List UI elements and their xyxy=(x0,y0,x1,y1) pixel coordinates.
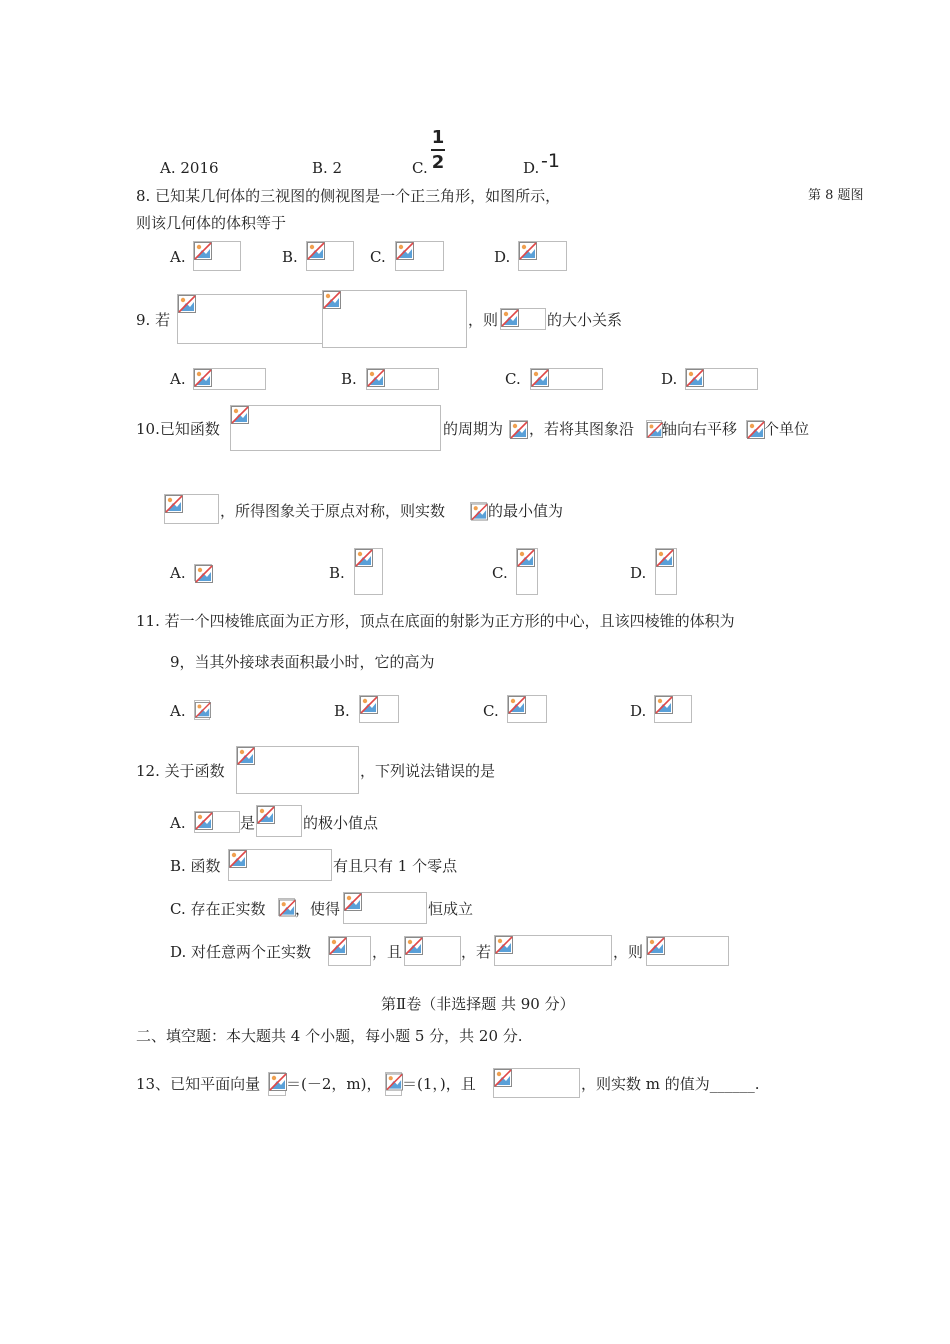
broken-image-icon xyxy=(495,936,513,954)
broken-image-icon xyxy=(647,937,665,955)
formula-image xyxy=(306,241,354,271)
q12-option-c-suffix: 恒成立 xyxy=(428,900,474,918)
formula-image xyxy=(518,241,567,271)
formula-image xyxy=(404,936,461,966)
formula-image xyxy=(193,241,241,271)
q7-option-b: B. 2 xyxy=(312,159,343,177)
q7-option-d-value: -1 xyxy=(541,150,560,172)
q9-option-d: D. xyxy=(661,370,678,388)
formula-image xyxy=(354,548,383,595)
q9-stem-prefix: 9. 若 xyxy=(136,311,171,329)
broken-image-icon xyxy=(405,937,423,955)
q9-option-a: A. xyxy=(170,370,186,388)
formula-image xyxy=(256,805,302,837)
q10-option-d: D. xyxy=(630,564,647,582)
q13-vector-b-value: ＝(1，)，且 xyxy=(402,1075,476,1093)
broken-image-icon xyxy=(367,369,385,387)
broken-image-icon xyxy=(165,495,183,513)
formula-image xyxy=(654,695,692,723)
formula-image xyxy=(470,502,487,520)
broken-image-icon xyxy=(279,899,296,917)
formula-image xyxy=(685,368,758,390)
formula-image xyxy=(366,368,439,390)
broken-image-icon xyxy=(747,421,765,439)
broken-image-icon xyxy=(360,696,378,714)
q10-stem-line2-end: 的最小值为 xyxy=(488,502,564,520)
broken-image-icon xyxy=(195,565,213,583)
formula-image xyxy=(164,494,219,524)
q12-option-d-prefix: D. 对任意两个正实数 xyxy=(170,943,312,961)
q10-stem-line2: ，所得图象关于原点对称，则实数 xyxy=(220,502,446,520)
formula-image xyxy=(194,564,212,581)
q12-stem-prefix: 12. 关于函数 xyxy=(136,762,225,780)
q10-stem-mid2: ，若将其图象沿 xyxy=(529,420,635,438)
q12-option-a-suffix: 的极小值点 xyxy=(303,814,379,832)
q11-option-d: D. xyxy=(630,702,647,720)
q11-option-a: A. xyxy=(170,702,186,720)
q8-option-d: D. xyxy=(494,248,511,266)
q12-option-c-prefix: C. 存在正实数 xyxy=(170,900,266,918)
q10-stem-mid1: 的周期为 xyxy=(443,420,504,438)
broken-image-icon xyxy=(195,812,213,830)
formula-image xyxy=(194,700,210,720)
q10-option-c: C. xyxy=(492,564,508,582)
section-instruction: 二、填空题：本大题共 4 个小题，每小题 5 分，共 20 分. xyxy=(136,1027,523,1045)
formula-image xyxy=(507,695,547,723)
broken-image-icon xyxy=(531,369,549,387)
broken-image-icon xyxy=(686,369,704,387)
broken-image-icon xyxy=(517,549,535,567)
q12-stem-suffix: ，下列说法错误的是 xyxy=(360,762,496,780)
fraction-numerator: 1 xyxy=(431,127,445,148)
q12-option-b-prefix: B. 函数 xyxy=(170,857,221,875)
broken-image-icon xyxy=(195,701,211,719)
broken-image-icon xyxy=(494,1069,512,1087)
formula-image xyxy=(343,892,427,924)
q13-vector-a-value: ＝(－2，m)， xyxy=(286,1075,382,1093)
q8-option-b: B. xyxy=(282,248,298,266)
q10-option-a: A. xyxy=(170,564,186,582)
q12-option-d-mid3: ，则 xyxy=(613,943,644,961)
formula-image xyxy=(177,294,323,344)
broken-image-icon xyxy=(194,242,212,260)
formula-image xyxy=(359,695,399,723)
broken-image-icon xyxy=(355,549,373,567)
broken-image-icon xyxy=(229,850,247,868)
broken-image-icon xyxy=(178,295,196,313)
broken-image-icon xyxy=(510,421,528,439)
q8-option-a: A. xyxy=(170,248,186,266)
formula-image xyxy=(500,308,546,330)
broken-image-icon xyxy=(344,893,362,911)
formula-image xyxy=(646,420,662,438)
q8-stem-line2: 则该几何体的体积等于 xyxy=(136,214,287,232)
q11-stem-line2: 9，当其外接球表面积最小时，它的高为 xyxy=(170,653,435,671)
q8-stem: 8. 已知某几何体的三视图的侧视图是一个正三角形，如图所示， xyxy=(136,187,561,205)
formula-image xyxy=(193,368,266,390)
q12-option-c-mid: ，使得 xyxy=(295,900,341,918)
broken-image-icon xyxy=(396,242,414,260)
formula-image xyxy=(228,849,332,881)
q8-figure-label: 第 8 题图 xyxy=(808,188,864,203)
formula-image xyxy=(236,746,359,794)
q7-option-d: D. xyxy=(523,159,540,177)
q7-option-a: A. 2016 xyxy=(160,159,219,177)
formula-image xyxy=(194,811,240,833)
q13-stem-prefix: 13、已知平面向量 xyxy=(136,1075,261,1093)
q11-option-b: B. xyxy=(334,702,350,720)
q11-stem: 11. 若一个四棱锥底面为正方形，顶点在底面的射影为正方形的中心，且该四棱锥的体积为 xyxy=(136,612,735,630)
formula-image xyxy=(328,936,371,966)
q11-option-c: C. xyxy=(483,702,499,720)
q9-option-b: B. xyxy=(341,370,357,388)
formula-image xyxy=(530,368,603,390)
broken-image-icon xyxy=(329,937,347,955)
broken-image-icon xyxy=(519,242,537,260)
section-title: 第Ⅱ卷（非选择题 共 90 分） xyxy=(381,995,575,1013)
broken-image-icon xyxy=(471,503,488,521)
q12-option-a-prefix: A. xyxy=(170,814,186,832)
q10-option-b: B. xyxy=(329,564,345,582)
q12-option-d-mid2: ，若 xyxy=(461,943,492,961)
q10-stem-prefix: 10.已知函数 xyxy=(136,420,220,438)
broken-image-icon xyxy=(231,406,249,424)
q9-stem-suffix: 的大小关系 xyxy=(547,311,623,329)
q12-option-b-suffix: 有且只有 1 个零点 xyxy=(333,857,458,875)
q7-option-c-fraction xyxy=(431,127,445,173)
broken-image-icon xyxy=(307,242,325,260)
formula-image xyxy=(322,290,467,348)
broken-image-icon xyxy=(323,291,341,309)
q10-stem-mid4: 个单位 xyxy=(764,420,810,438)
formula-image xyxy=(395,241,444,271)
broken-image-icon xyxy=(501,309,519,327)
formula-image xyxy=(493,1068,580,1098)
q13-stem-suffix: ，则实数 m 的值为______. xyxy=(581,1075,760,1093)
fraction-denominator: 2 xyxy=(431,152,445,173)
formula-image xyxy=(509,420,528,438)
q12-option-a-mid: 是 xyxy=(240,814,256,832)
formula-image xyxy=(494,935,612,966)
formula-image xyxy=(385,1072,402,1096)
formula-image xyxy=(646,936,729,966)
broken-image-icon xyxy=(655,696,673,714)
q9-option-c: C. xyxy=(505,370,521,388)
q7-option-c: C. xyxy=(412,159,428,177)
q8-option-c: C. xyxy=(370,248,386,266)
formula-image xyxy=(230,405,441,451)
q10-stem-mid3: 轴向右平移 xyxy=(662,420,738,438)
formula-image xyxy=(655,548,677,595)
q9-stem-mid: ，则 xyxy=(468,311,499,329)
q12-option-d-mid1: ，且 xyxy=(372,943,403,961)
broken-image-icon xyxy=(257,806,275,824)
broken-image-icon xyxy=(656,549,674,567)
formula-image xyxy=(746,420,764,438)
formula-image xyxy=(278,898,295,916)
broken-image-icon xyxy=(386,1073,403,1091)
broken-image-icon xyxy=(237,747,255,765)
broken-image-icon xyxy=(269,1073,287,1091)
broken-image-icon xyxy=(194,369,212,387)
formula-image xyxy=(268,1072,286,1096)
broken-image-icon xyxy=(647,421,663,439)
broken-image-icon xyxy=(508,696,526,714)
formula-image xyxy=(516,548,538,595)
